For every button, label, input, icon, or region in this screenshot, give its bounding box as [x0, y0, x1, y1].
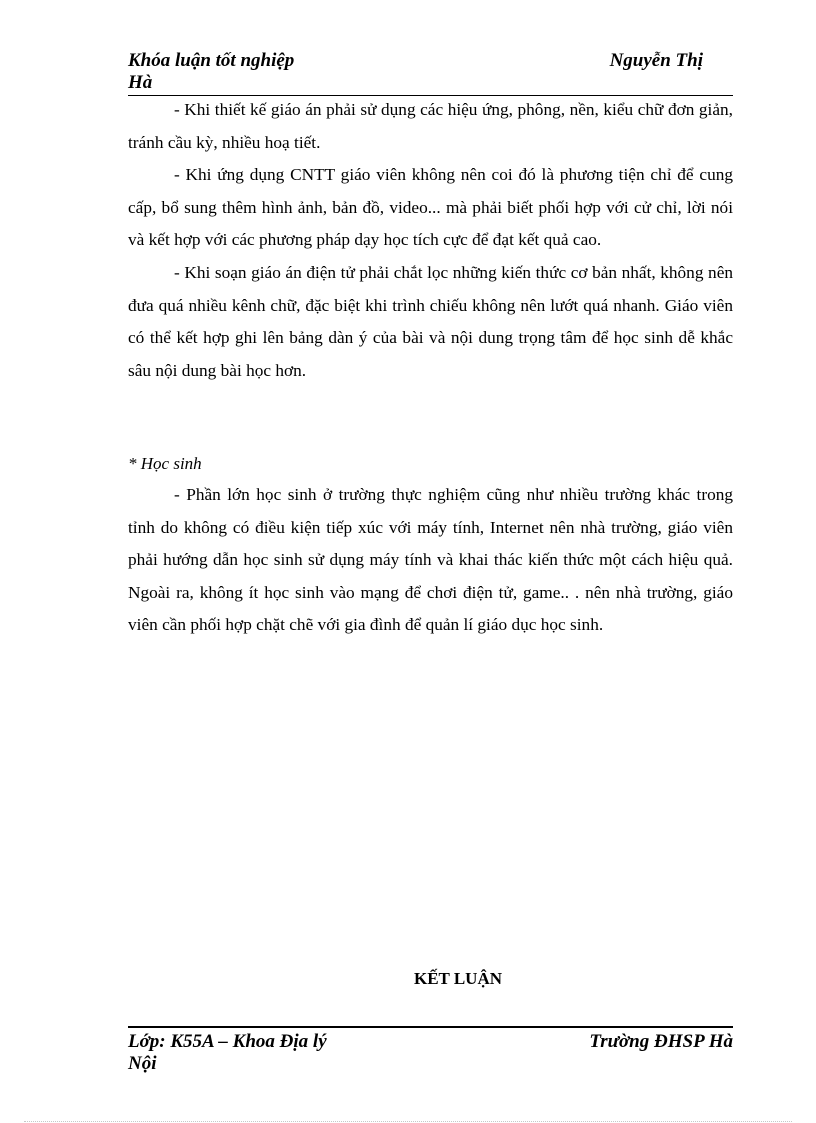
student-heading: * Học sinh — [128, 454, 202, 473]
footer-wrap-text: Nội — [128, 1053, 157, 1074]
conclusion-title: KẾT LUẬN — [413, 969, 502, 988]
page-edge-divider — [24, 1121, 792, 1122]
teacher-section — [128, 94, 733, 387]
page-header — [128, 50, 733, 94]
paragraph: - Khi thiết kế giáo án phải sử dụng các hiệu ứng, phông, nền, kiểu chữ đơn giản, tránh cầu kỳ, nhiều hoạ tiết. — [128, 100, 733, 152]
page-footer — [128, 1031, 733, 1075]
header-right-text: Nguyễn Thị — [609, 50, 703, 71]
footer-left-text: Lớp: K55A – Khoa Địa lý — [128, 1031, 327, 1052]
footer-rule — [128, 1026, 733, 1028]
header-wrap-text: Hà — [128, 72, 153, 93]
paragraph: - Khi ứng dụng CNTT giáo viên không nên coi đó là phương tiện chỉ để cung cấp, bổ sung thêm hình ảnh, bản đồ, video... mà phải biết phối hợp với cử chỉ, lời nói và kết hợp với các phương pháp dạy học tích cực để đạt kết quả cao. — [128, 165, 733, 250]
footer-right-text: Trường ĐHSP Hà — [589, 1031, 733, 1052]
paragraph: - Khi soạn giáo án điện tử phải chắt lọc những kiến thức cơ bản nhất, không nên đưa quá nhiều kênh chữ, đặc biệt khi trình chiếu không nên lướt quá nhanh. Giáo viên có thể kết hợp ghi lên bảng dàn ý của bài và nội dung trọng tâm để học sinh dễ khắc sâu nội dung bài học hơn. — [128, 262, 733, 380]
header-left-text: Khóa luận tốt nghiệp — [128, 50, 295, 71]
student-section — [128, 479, 733, 642]
paragraph: - Phần lớn học sinh ở trường thực nghiệm cũng như nhiều trường khác trong tỉnh do không có điều kiện tiếp xúc với máy tính, Internet nên nhà trường, giáo viên phải hướng dẫn học sinh sử dụng máy tính và khai thác kiến thức một cách hiệu quả. Ngoài ra, không ít học sinh vào mạng để chơi điện tử, game.. . nên nhà trường, giáo viên cần phối hợp chặt chẽ với gia đình để quản lí giáo dục học sinh. — [128, 485, 733, 635]
